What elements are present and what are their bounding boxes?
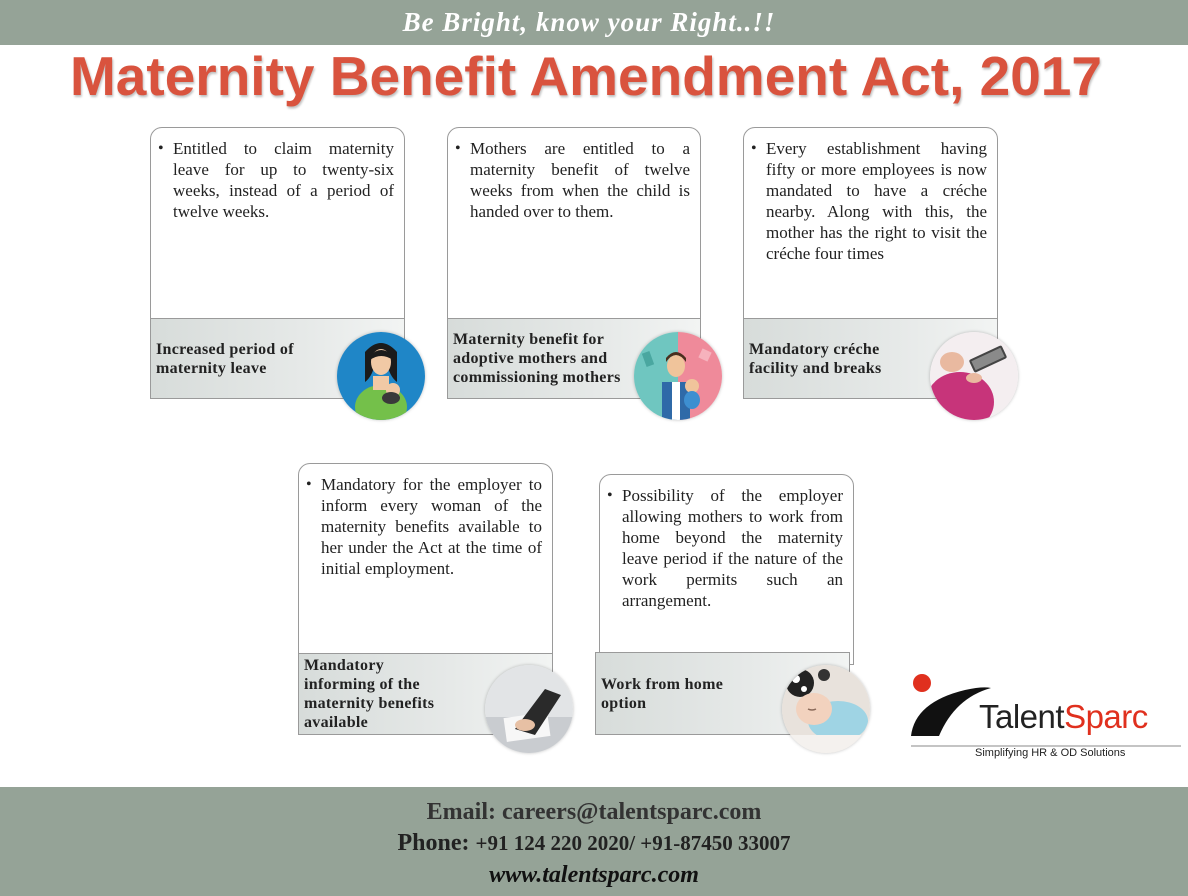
bullet-text: • Mandatory for the employer to inform every woman of the maternity benefits available to her under the Act at the time of initial employment.: [321, 474, 542, 579]
bullet-text: • Every establishment having fifty or more employees is now mandated to have a créche nearby. Along with this, the mother has the right to visit the créche four times: [766, 138, 987, 264]
caption-text: Mandatory informing of the maternity benefits available: [304, 657, 435, 731]
benefit-card-3: [743, 127, 998, 319]
caption-text: Increased period of maternity leave: [156, 340, 294, 377]
email-link[interactable]: careers@talentsparc.com: [501, 799, 762, 825]
website-link[interactable]: www.talentsparc.com: [489, 862, 699, 888]
logo-word-talent: Talent: [979, 698, 1065, 735]
bullet-list: [448, 138, 700, 222]
parent-child-image: [634, 332, 722, 420]
caption-text: Maternity benefit for adoptive mothers and commissioning mothers: [453, 331, 621, 386]
caption-text: Mandatory créche facility and breaks: [749, 340, 882, 377]
caption-text: Work from home option: [601, 675, 724, 712]
bullet-list: [151, 138, 404, 222]
benefit-card-5: [599, 474, 854, 665]
bullet-text: • Entitled to claim maternity leave for up to twenty-six weeks, instead of a period of twelve weeks.: [173, 138, 394, 222]
email-line: Email: careers@talentsparc.com: [426, 799, 762, 825]
sleeping-baby-image: [782, 665, 870, 753]
page-title: Maternity Benefit Amendment Act, 2017: [69, 45, 1102, 107]
pregnant-woman-image: [930, 332, 1018, 420]
benefit-card-2: [447, 127, 701, 319]
logo-tagline: Simplifying HR & OD Solutions: [975, 747, 1126, 759]
logo-wordmark: [979, 698, 1148, 736]
tagline: Be Bright, know your Right..!!: [402, 7, 776, 37]
bullet-list: [600, 485, 853, 611]
office-documents-image: [485, 665, 573, 753]
bullet-text: • Mothers are entitled to a maternity benefit of twelve weeks from when the child is handed over to them.: [470, 138, 690, 222]
bullet-list: [299, 474, 552, 579]
benefit-card-1: [150, 127, 405, 319]
contact-footer: [0, 787, 1188, 896]
phone-number[interactable]: +91 124 220 2020/ +91-87450 33007: [475, 831, 791, 855]
benefit-card-4: [298, 463, 553, 654]
bullet-list: [744, 138, 997, 264]
top-banner: [0, 0, 1188, 45]
bullet-text: • Possibility of the employer allowing mothers to work from home beyond the maternity leave period if the nature of the work permits such an arrangement.: [622, 485, 843, 611]
phone-line: Phone: +91 124 220 2020/ +91-87450 33007: [397, 830, 791, 856]
mother-baby-image: [337, 332, 425, 420]
talentsparc-logo: [905, 672, 1185, 767]
logo-word-sparc: Sparc: [1064, 698, 1148, 735]
